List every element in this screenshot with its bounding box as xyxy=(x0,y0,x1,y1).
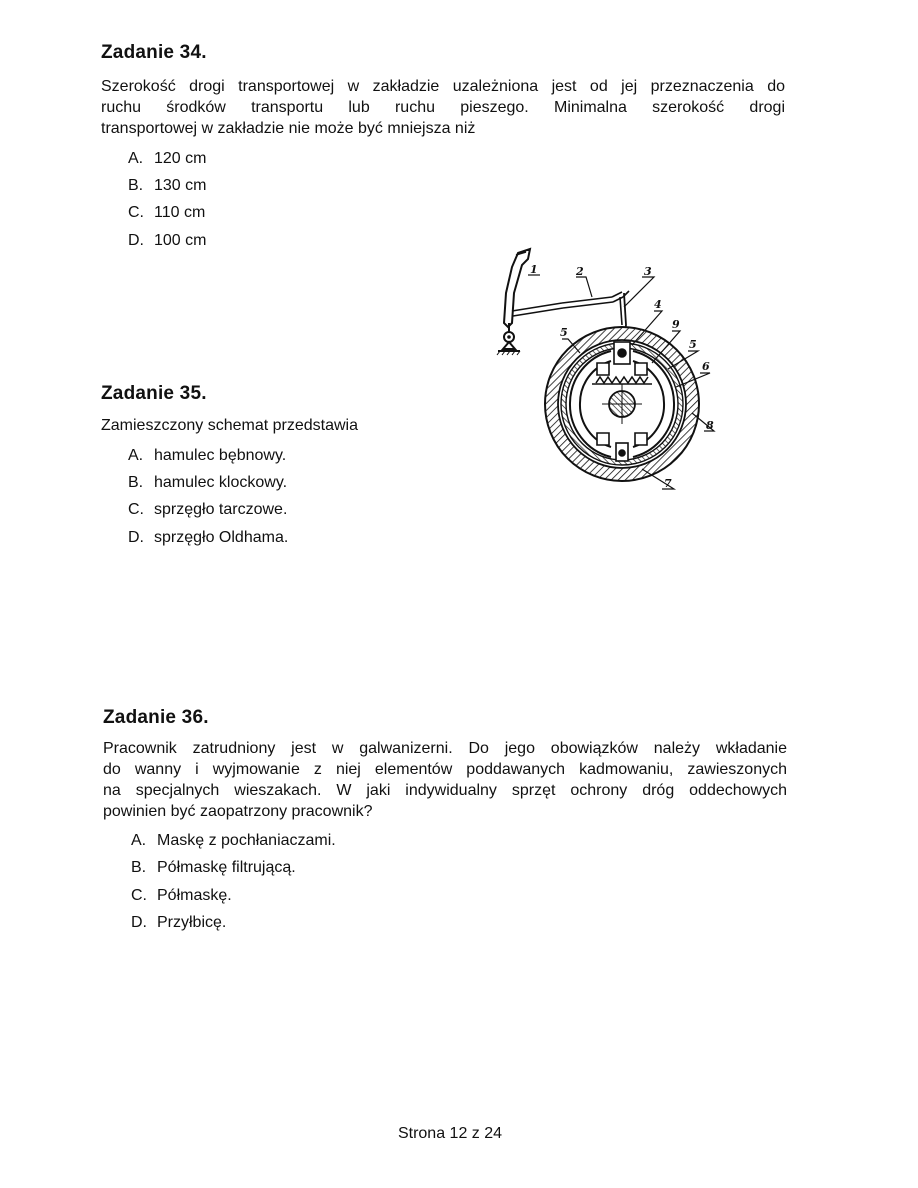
figure-label-6: 6 xyxy=(702,360,710,373)
figure-label-8: 8 xyxy=(706,419,714,432)
q36-option-b[interactable] xyxy=(131,859,296,877)
figure-label-7: 7 xyxy=(664,477,672,490)
q34-line-2: ruchu środków transportu lub ruchu pieszego. Minimalna szerokość drogi xyxy=(101,99,785,116)
option-text: sprzęgło Oldhama. xyxy=(154,529,289,546)
q36-line-2: do wanny i wyjmowanie z niej elementów poddawanych kadmowaniu, zawieszonych xyxy=(103,761,787,778)
q36-line-1: Pracownik zatrudniony jest w galwanizerni. Do jego obowiązków należy wkładanie xyxy=(103,740,787,757)
figure-label-5-left: 5 xyxy=(560,326,568,339)
anchor-pin xyxy=(616,443,628,461)
option-letter: D. xyxy=(128,529,144,546)
q36-line-4: powinien być zaopatrzony pracownik? xyxy=(103,803,373,820)
option-text: Półmaskę filtrującą. xyxy=(157,859,296,876)
q36-option-a[interactable] xyxy=(131,832,336,850)
q36-option-d[interactable] xyxy=(131,914,226,932)
drum-brake-diagram xyxy=(492,245,732,493)
q36-question xyxy=(103,738,787,822)
q34-line-3: transportowej w zakładzie nie może być mniejsza niż xyxy=(101,120,476,137)
q35-option-d[interactable] xyxy=(128,529,288,547)
option-letter: A. xyxy=(128,150,144,167)
q34-option-b[interactable] xyxy=(128,177,206,195)
figure-label-2: 2 xyxy=(576,265,584,278)
q35-option-c[interactable] xyxy=(128,501,287,519)
page-number: Strona 12 z 24 xyxy=(397,1125,503,1142)
q35-option-a[interactable] xyxy=(128,447,286,465)
q34-title: Zadanie 34. xyxy=(101,42,207,63)
figure-label-1: 1 xyxy=(530,263,538,276)
option-text: 100 cm xyxy=(154,232,207,249)
figure-label-5-right: 5 xyxy=(689,338,697,351)
q35-line-1: Zamieszczony schemat przedstawia xyxy=(101,417,358,434)
option-text: Maskę z pochłaniaczami. xyxy=(157,832,336,849)
q34-option-d[interactable] xyxy=(128,232,206,250)
figure-label-4: 4 xyxy=(654,298,662,311)
figure-label-3: 3 xyxy=(644,265,652,278)
option-letter: A. xyxy=(131,832,147,849)
option-text: hamulec klockowy. xyxy=(154,474,288,491)
option-text: 110 cm xyxy=(154,204,206,221)
option-text: Półmaskę. xyxy=(157,887,232,904)
option-text: hamulec bębnowy. xyxy=(154,447,287,464)
option-letter: C. xyxy=(128,501,144,518)
q34-option-a[interactable] xyxy=(128,150,206,168)
q36-line-3: na specjalnych wieszakach. W jaki indywidualny sprzęt ochrony dróg oddechowych xyxy=(103,782,787,799)
q35-title: Zadanie 35. xyxy=(101,383,207,404)
option-letter: D. xyxy=(128,232,144,249)
option-letter: B. xyxy=(128,474,144,491)
brake-cam xyxy=(614,342,630,364)
option-letter: B. xyxy=(131,859,147,876)
q35-option-b[interactable] xyxy=(128,474,287,492)
option-letter: C. xyxy=(131,887,147,904)
option-text: 120 cm xyxy=(154,150,207,167)
figure-label-9: 9 xyxy=(672,318,680,331)
option-letter: C. xyxy=(128,204,144,221)
pedal-lever xyxy=(497,249,530,355)
q34-option-c[interactable] xyxy=(128,204,205,222)
q36-option-c[interactable] xyxy=(131,887,232,905)
option-text: 130 cm xyxy=(154,177,207,194)
option-letter: B. xyxy=(128,177,144,194)
option-letter: D. xyxy=(131,914,147,931)
option-text: sprzęgło tarczowe. xyxy=(154,501,288,518)
q34-line-1: Szerokość drogi transportowej w zakładzie uzależniona jest od jej przeznaczenia do xyxy=(101,78,785,95)
q34-question xyxy=(101,76,785,139)
option-text: Przyłbicę. xyxy=(157,914,227,931)
q36-title: Zadanie 36. xyxy=(103,707,209,728)
option-letter: A. xyxy=(128,447,144,464)
q35-question xyxy=(101,415,358,436)
